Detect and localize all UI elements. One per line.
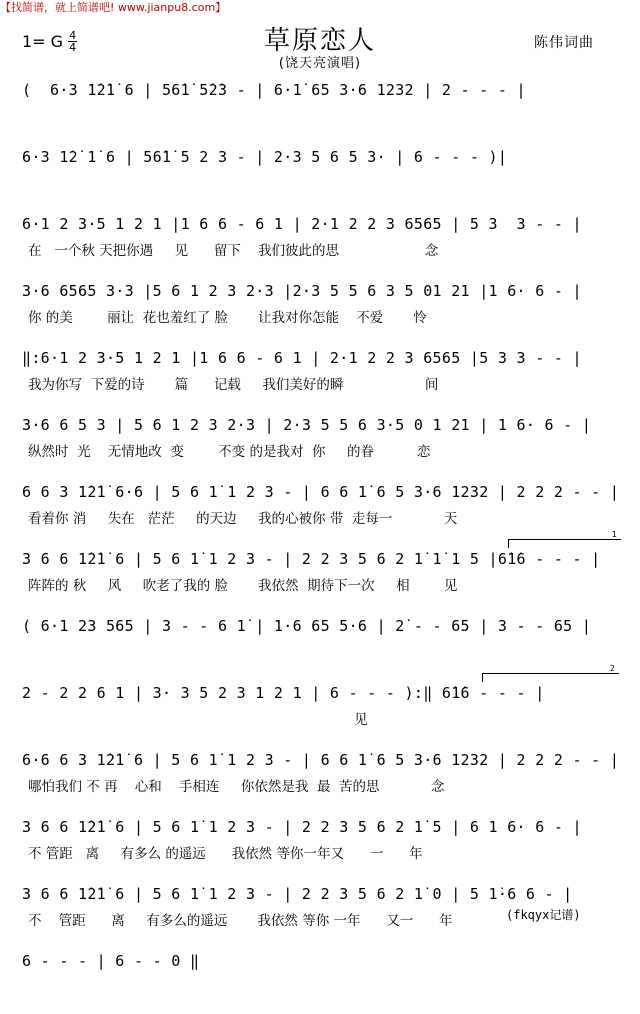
score-system <box>22 664 626 746</box>
score-system <box>22 143 626 210</box>
lyrics-line: 看着你 消 失在 茫茫 的天边 我的心被你 带 走每一 天 <box>28 511 458 527</box>
lyrics-line: 不 管距 离 有多么 的遥远 我依然 等你一年又 一 年 <box>28 846 423 862</box>
lyrics-line <box>28 106 626 128</box>
score-system <box>22 76 626 143</box>
singer-subtitle: (饶天亮演唱) <box>278 56 362 71</box>
key-label: 1= G <box>22 32 64 51</box>
notes-line: 6 6 3 1̇2̇1̇ 6·6 | 5 6 1̇ 1 2 3 - | 6 6 1̇ 6 5 3·6 1232 | 2 2 2 - - | <box>22 483 620 501</box>
notes-line: ( 6·3 1̇2̇1̇ 6 | 56̇1̇ 5̇2̇3 - | 6·1̇ 65 3·6 1232 | 2 - - - | <box>22 81 526 99</box>
score-system <box>22 612 626 679</box>
score-system <box>22 411 626 478</box>
lyrics-line <box>28 173 626 195</box>
notes-line: 6·3 1̇2̇ 1̇ 6 | 56̇1̇ 5 2 3 - | 2·3 5 6 5 3· | 6 - - - )| <box>22 148 508 166</box>
notes-line: 3 6 6 1̇2̇1̇ 6 | 5 6 1̇ 1 2 3 - | 2 2 3 5 6 2 1̇ 1̇ 1 5 |6̇1̇6 - - - | <box>22 550 601 568</box>
song-title: 草原恋人 <box>263 26 376 56</box>
score-system <box>22 210 626 277</box>
notes-line: 6·1 2 3·5 1 2 1 |1 6 6 - 6 1 | 2·1 2 2 3 6565 | 5 3 3 - - | <box>22 215 582 233</box>
notes-line: 3 6 6 1̇2̇1̇ 6 | 5 6 1̇ 1 2 3 - | 2 2 3 5 6 2 1̇ 5 | 6 1 6· 6 - | <box>22 818 582 836</box>
score-system <box>22 344 626 411</box>
second-ending-bracket <box>482 664 619 682</box>
lyrics-line <box>28 642 626 664</box>
lyrics-line: 哪怕我们 不 再 心和 手相连 你依然是我 最 苦的思 念 <box>28 779 445 795</box>
lyrics-line: 纵然时 光 无情地改 变 不变 的是我对 你 的眷 恋 <box>28 444 431 460</box>
lyrics-line: 不 管距 离 有多么的遥远 我依然 等你 一年 又一 年 <box>28 913 453 929</box>
site-banner <box>0 0 226 16</box>
lyrics-line: 阵阵的 秋 风 吹老了我的 脸 我依然 期待下一次 相 见 <box>28 578 458 594</box>
first-ending-bracket <box>508 530 621 548</box>
notes-line: ‖:6·1 2 3·5 1 2 1 |1 6 6 - 6 1 | 2·1 2 2 3 6565 |5 3 3 - - | <box>22 349 582 367</box>
score-system <box>22 478 626 545</box>
time-top: 4 <box>69 29 77 42</box>
lyrics-line: 你 的美 丽让 花也羞红了 脸 让我对你怎能 不爱 怜 <box>28 310 427 326</box>
lyrics-line: 我为你写 下爱的诗 篇 记载 我们美好的瞬 间 <box>28 377 439 393</box>
score-system <box>22 277 626 344</box>
banner-text: 【找简谱，就上简谱吧! <box>0 1 115 14</box>
score-system <box>22 947 626 1014</box>
composer-credit: 陈伟词曲 <box>534 35 594 51</box>
lyrics-line: 在 一个秋 天把你遇 见 留下 我们彼此的思 念 <box>28 243 439 259</box>
lyrics-line <box>28 977 626 999</box>
transcriber-note: (fkqyx记谱) <box>506 908 581 922</box>
notes-line: 3·6 6 5 3 | 5 6 1 2 3 2·3 | 2·3 5 5 6 3·5 0 1 21 | 1 6· 6 - | <box>22 416 592 434</box>
notes-line: 3 6 6 1̇2̇1̇ 6 | 5 6 1̇ 1 2 3 - | 2 2 3 5 6 2 1̇ 0 | 5 1̇·6 6 - | <box>22 885 573 903</box>
notes-line: 6 - - - | 6 - - 0 ‖ <box>22 952 200 970</box>
second-ending-label: 2 <box>609 664 615 673</box>
notes-line: ( 6·1 23 565 | 3 - - 6 1̇ | 1·6 65 5·6 | 2̇ - - 65 | 3 - - 65 | <box>22 617 592 635</box>
score-system <box>22 530 626 612</box>
score-system <box>22 813 626 880</box>
score-body <box>22 76 626 1014</box>
first-ending-label: 1 <box>611 530 617 539</box>
time-bottom: 4 <box>69 41 77 54</box>
notes-line: 6·6 6 3 1̇2̇1̇ 6 | 5 6 1̇ 1 2 3 - | 6 6 1̇ 6 5 3·6 1232 | 2 2 2 - - | <box>22 751 620 769</box>
notes-line: 2 - 2 2 6 1 | 3· 3 5 2 3 1 2 1 | 6 - - - ):‖ 6̇1̇6 - - - | <box>22 684 545 702</box>
score-system <box>22 746 626 813</box>
banner-url[interactable]: www.jianpu8.com】 <box>117 1 227 14</box>
lyrics-line: 见 <box>28 712 368 728</box>
notes-line: 3·6 6565 3·3 |5 6 1 2 3 2·3 |2·3 5 5 6 3 5 01 21 |1 6· 6 - | <box>22 282 582 300</box>
